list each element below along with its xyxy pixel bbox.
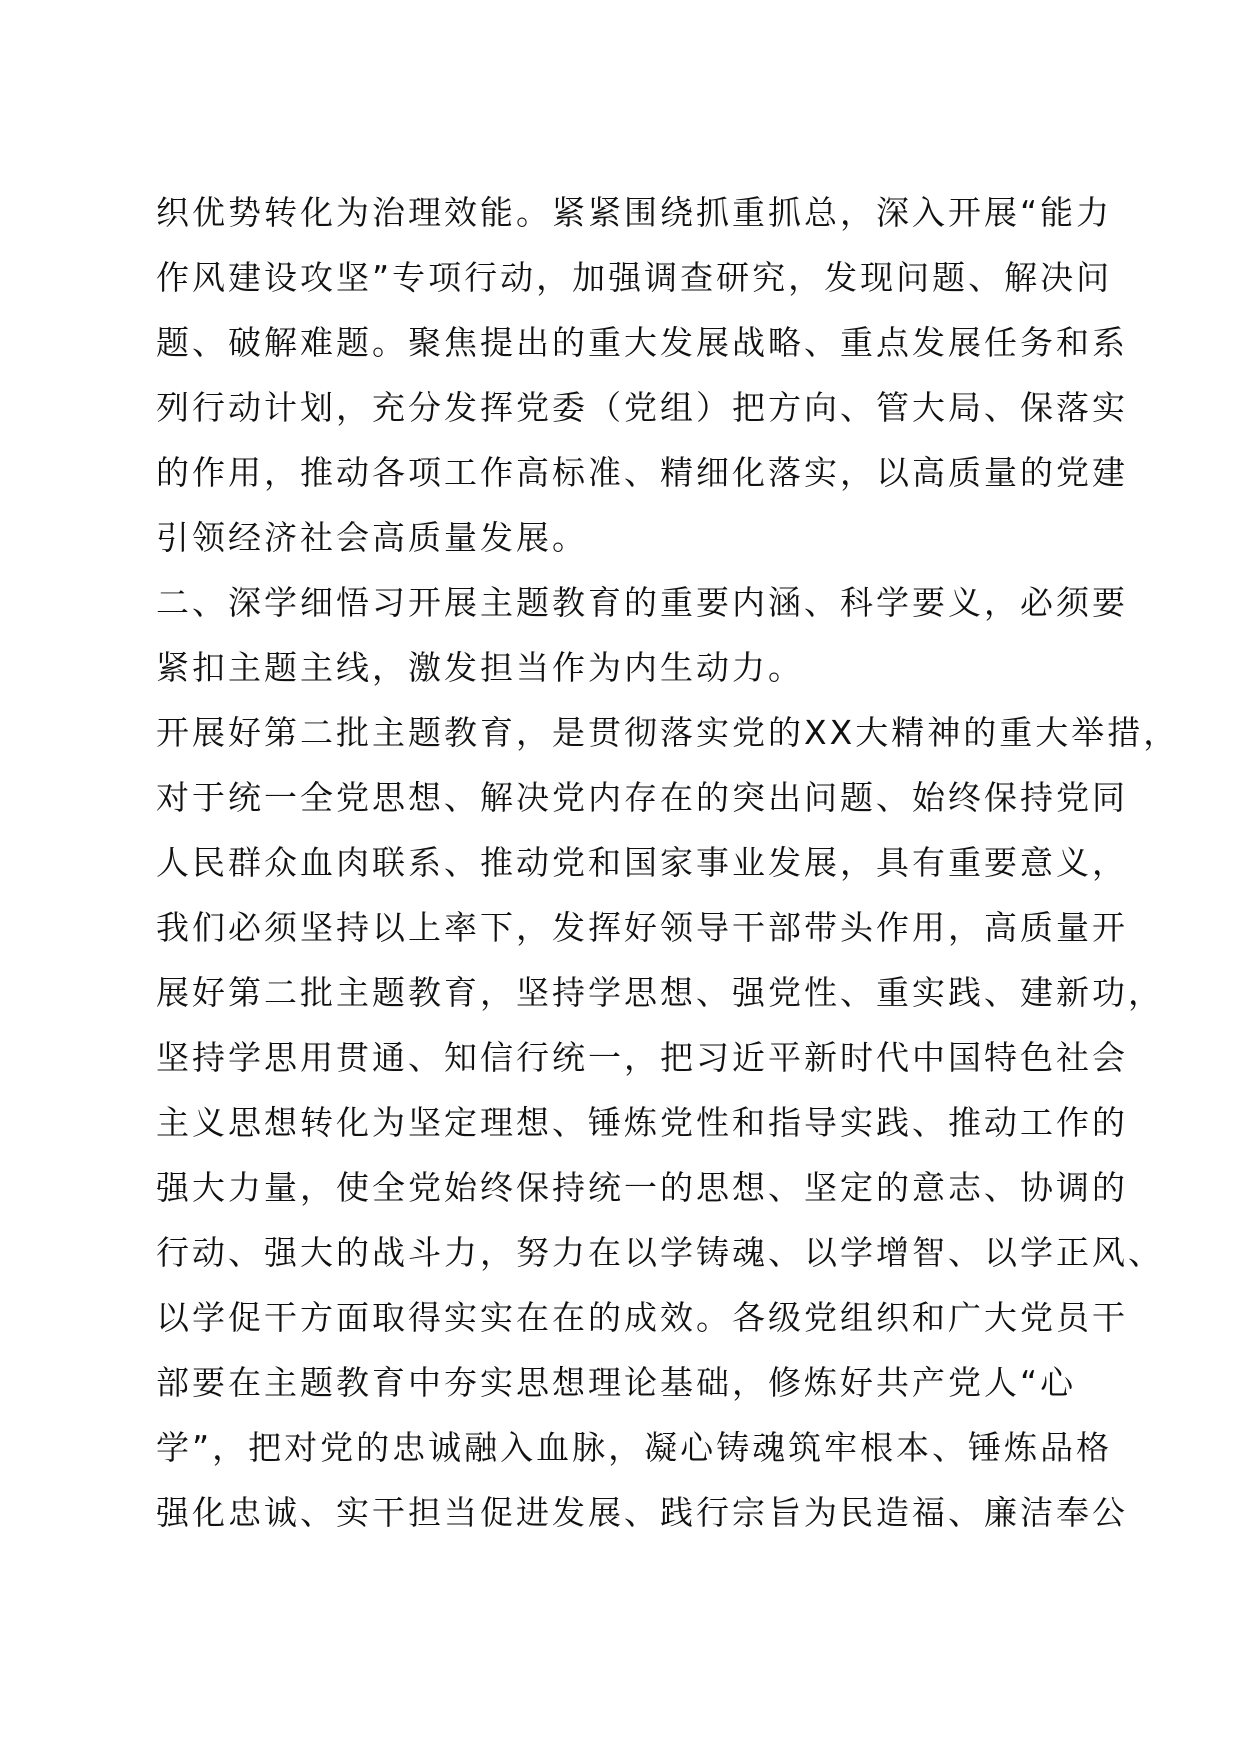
- text-line: 作风建设攻坚”专项行动，加强调查研究，发现问题、解决问: [156, 258, 1113, 297]
- text-line: 开展好第二批主题教育，是贯彻落实党的XX大精神的重大举措，: [156, 713, 1180, 752]
- text-line: 人民群众血肉联系、推动党和国家事业发展，具有重要意义，: [156, 843, 1128, 882]
- text-line: 以学促干方面取得实实在在的成效。各级党组织和广大党员干: [156, 1298, 1128, 1337]
- text-line: 学”，把对党的忠诚融入血脉，凝心铸魂筑牢根本、锤炼品格: [156, 1428, 1113, 1467]
- document-body: [156, 180, 1180, 1545]
- text-line: 题、破解难题。聚焦提出的重大发展战略、重点发展任务和系: [156, 323, 1128, 362]
- text-line: 部要在主题教育中夯实思想理论基础，修炼好共产党人“心: [156, 1363, 1077, 1402]
- text-line: 坚持学思用贯通、知信行统一，把习近平新时代中国特色社会: [156, 1038, 1128, 1077]
- text-line: 对于统一全党思想、解决党内存在的突出问题、始终保持党同: [156, 778, 1128, 817]
- text-line: 行动、强大的战斗力，努力在以学铸魂、以学增智、以学正风、: [156, 1233, 1164, 1272]
- text-line: 的作用，推动各项工作高标准、精细化落实，以高质量的党建: [156, 453, 1128, 492]
- text-line: 我们必须坚持以上率下，发挥好领导干部带头作用，高质量开: [156, 908, 1128, 947]
- text-line: 强化忠诚、实干担当促进发展、践行宗旨为民造福、廉洁奉公: [156, 1493, 1128, 1532]
- section-heading-line: 紧扣主题主线，激发担当作为内生动力。: [156, 648, 804, 687]
- text-line: 引领经济社会高质量发展。: [156, 518, 588, 557]
- text-line: 织优势转化为治理效能。紧紧围绕抓重抓总，深入开展“能力: [156, 193, 1113, 232]
- text-line: 展好第二批主题教育，坚持学思想、强党性、重实践、建新功，: [156, 973, 1164, 1012]
- text-line: 列行动计划，充分发挥党委（党组）把方向、管大局、保落实: [156, 388, 1128, 427]
- text-line: 强大力量，使全党始终保持统一的思想、坚定的意志、协调的: [156, 1168, 1128, 1207]
- text-line: 主义思想转化为坚定理想、锤炼党性和指导实践、推动工作的: [156, 1103, 1128, 1142]
- section-heading-line: 二、深学细悟习开展主题教育的重要内涵、科学要义，必须要: [156, 583, 1128, 622]
